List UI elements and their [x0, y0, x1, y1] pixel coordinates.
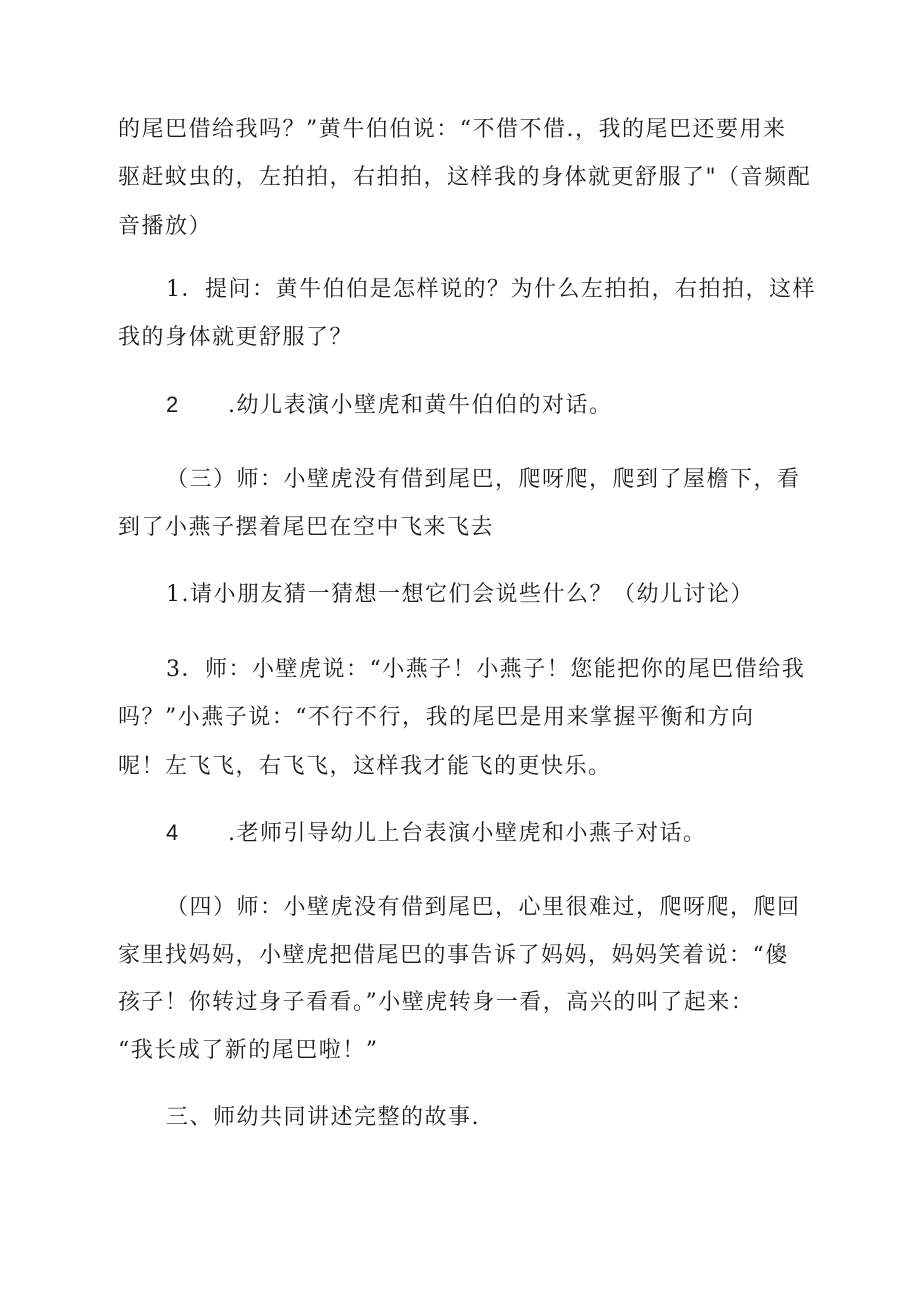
paragraph-line: 三、师幼共同讲述完整的故事. [166, 1105, 480, 1130]
paragraph-line: 孩子！你转过身子看看。”小壁虎转身一看，高兴的叫了起来： [118, 990, 755, 1015]
paragraph-line: 3．师：小壁虎说：“小燕子！小燕子！您能把你的尾巴借给我 [166, 657, 806, 682]
numbered-item [166, 390, 613, 421]
item-text: .老师引导幼儿上台表演小壁虎和小燕子对话。 [228, 821, 707, 846]
item-text: .幼儿表演小壁虎和黄牛伯伯的对话。 [228, 393, 613, 418]
paragraph-line: 驱赶蚊虫的，左拍拍，右拍拍，这样我的身体就更舒服了"（音频配 [118, 165, 812, 190]
paragraph-line: 吗？”小燕子说：“不行不行，我的尾巴是用来掌握平衡和方向 [118, 705, 755, 730]
numbered-item [166, 818, 707, 849]
paragraph-line: 1.请小朋友猜一猜想一想它们会说些什么？（幼儿讨论） [166, 582, 754, 607]
paragraph-line: 到了小燕子摆着尾巴在空中飞来飞去 [118, 515, 495, 540]
paragraph-line: （四）师：小壁虎没有借到尾巴，心里很难过，爬呀爬，爬回 [166, 895, 801, 920]
paragraph-line: “我长成了新的尾巴啦！” [118, 1038, 379, 1063]
item-number: 4 [166, 820, 180, 845]
paragraph-line: 音播放） [118, 214, 213, 239]
paragraph-line: 我的身体就更舒服了？ [118, 325, 354, 350]
paragraph-line: 呢！左飞飞，右飞飞，这样我才能飞的更快乐。 [118, 754, 612, 779]
item-number: 2 [166, 392, 180, 417]
paragraph-line: （三）师：小壁虎没有借到尾巴，爬呀爬，爬到了屋檐下，看 [166, 467, 801, 492]
paragraph-line: 1．提问：黄牛伯伯是怎样说的？为什么左拍拍，右拍拍，这样 [166, 277, 816, 302]
paragraph-line: 的尾巴借给我吗？”黄牛伯伯说：“不借不借.，我的尾巴还要用来 [118, 117, 787, 142]
paragraph-line: 家里找妈妈，小壁虎把借尾巴的事告诉了妈妈，妈妈笑着说：“傻 [118, 943, 789, 968]
